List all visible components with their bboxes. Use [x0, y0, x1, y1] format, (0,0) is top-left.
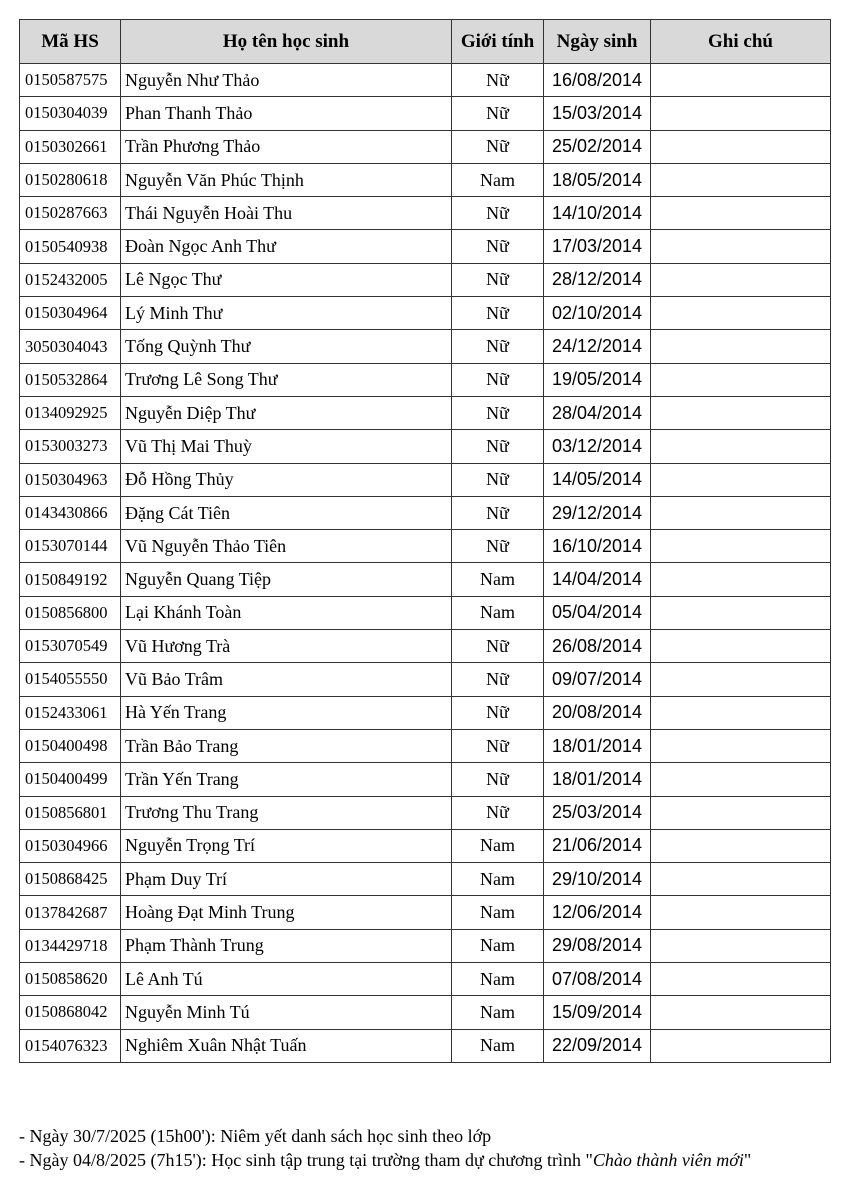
cell-note: [651, 163, 831, 196]
header-gender: Giới tính: [452, 20, 544, 64]
cell-student-name: Thái Nguyễn Hoài Thu: [121, 197, 452, 230]
cell-student-id: 0150400499: [20, 763, 121, 796]
cell-gender: Nữ: [452, 663, 544, 696]
cell-date-of-birth: 15/09/2014: [544, 996, 651, 1029]
table-row: [20, 130, 831, 163]
table-row: [20, 729, 831, 762]
cell-note: [651, 130, 831, 163]
table-row: [20, 796, 831, 829]
cell-student-name: Lê Ngọc Thư: [121, 263, 452, 296]
cell-student-name: Vũ Hương Trà: [121, 630, 452, 663]
cell-student-id: 0134429718: [20, 929, 121, 962]
table-row: [20, 363, 831, 396]
cell-date-of-birth: 05/04/2014: [544, 596, 651, 629]
note-line-2-event-name: Chào thành viên mới: [592, 1150, 744, 1170]
cell-student-id: 0152433061: [20, 696, 121, 729]
cell-date-of-birth: 14/04/2014: [544, 563, 651, 596]
cell-student-name: Trương Lê Song Thư: [121, 363, 452, 396]
cell-student-name: Trần Yến Trang: [121, 763, 452, 796]
cell-date-of-birth: 18/05/2014: [544, 163, 651, 196]
cell-date-of-birth: 17/03/2014: [544, 230, 651, 263]
cell-date-of-birth: 29/08/2014: [544, 929, 651, 962]
cell-note: [651, 696, 831, 729]
cell-note: [651, 396, 831, 429]
student-list-table-container: [19, 19, 830, 1063]
cell-student-id: 0150302661: [20, 130, 121, 163]
cell-date-of-birth: 21/06/2014: [544, 829, 651, 862]
table-row: [20, 197, 831, 230]
table-row: [20, 696, 831, 729]
cell-note: [651, 97, 831, 130]
table-row: [20, 996, 831, 1029]
cell-student-name: Nguyễn Quang Tiệp: [121, 563, 452, 596]
table-row: [20, 530, 831, 563]
cell-date-of-birth: 14/05/2014: [544, 463, 651, 496]
header-date-of-birth: Ngày sinh: [544, 20, 651, 64]
cell-student-id: 3050304043: [20, 330, 121, 363]
cell-gender: Nữ: [452, 463, 544, 496]
cell-gender: Nữ: [452, 297, 544, 330]
cell-gender: Nam: [452, 163, 544, 196]
cell-note: [651, 297, 831, 330]
cell-student-name: Trương Thu Trang: [121, 796, 452, 829]
table-row: [20, 64, 831, 97]
cell-student-id: 0150304963: [20, 463, 121, 496]
cell-date-of-birth: 09/07/2014: [544, 663, 651, 696]
cell-date-of-birth: 22/09/2014: [544, 1029, 651, 1062]
table-row: [20, 763, 831, 796]
cell-student-name: Nguyễn Văn Phúc Thịnh: [121, 163, 452, 196]
cell-student-name: Lê Anh Tú: [121, 963, 452, 996]
cell-date-of-birth: 28/12/2014: [544, 263, 651, 296]
table-row: [20, 263, 831, 296]
cell-gender: Nữ: [452, 64, 544, 97]
cell-student-id: 0150868425: [20, 863, 121, 896]
table-row: [20, 396, 831, 429]
cell-note: [651, 796, 831, 829]
cell-note: [651, 463, 831, 496]
table-row: [20, 1029, 831, 1062]
note-line-2: [19, 1148, 751, 1172]
cell-student-name: Đoàn Ngọc Anh Thư: [121, 230, 452, 263]
cell-student-name: Đặng Cát Tiên: [121, 496, 452, 529]
cell-student-name: Lại Khánh Toàn: [121, 596, 452, 629]
cell-note: [651, 430, 831, 463]
table-row: [20, 463, 831, 496]
cell-student-id: 0150587575: [20, 64, 121, 97]
cell-gender: Nữ: [452, 230, 544, 263]
table-header-row: [20, 20, 831, 64]
header-note: Ghi chú: [651, 20, 831, 64]
cell-student-id: 0143430866: [20, 496, 121, 529]
cell-student-name: Hoàng Đạt Minh Trung: [121, 896, 452, 929]
cell-gender: Nữ: [452, 263, 544, 296]
cell-student-id: 0150304039: [20, 97, 121, 130]
cell-gender: Nam: [452, 863, 544, 896]
cell-student-name: Vũ Nguyễn Thảo Tiên: [121, 530, 452, 563]
cell-student-name: Vũ Thị Mai Thuỳ: [121, 430, 452, 463]
cell-student-name: Tống Quỳnh Thư: [121, 330, 452, 363]
note-line-2-suffix: ": [743, 1150, 752, 1170]
table-row: [20, 330, 831, 363]
notes-section: [19, 1124, 751, 1172]
cell-student-name: Vũ Bảo Trâm: [121, 663, 452, 696]
cell-note: [651, 530, 831, 563]
cell-gender: Nữ: [452, 696, 544, 729]
cell-student-id: 0154076323: [20, 1029, 121, 1062]
cell-note: [651, 996, 831, 1029]
cell-student-id: 0154055550: [20, 663, 121, 696]
cell-student-id: 0150858620: [20, 963, 121, 996]
cell-student-id: 0153070549: [20, 630, 121, 663]
cell-student-id: 0153070144: [20, 530, 121, 563]
note-line-1: - Ngày 30/7/2025 (15h00'): Niêm yết danh sách học sinh theo lớp: [19, 1126, 492, 1146]
cell-date-of-birth: 02/10/2014: [544, 297, 651, 330]
cell-student-name: Trần Bảo Trang: [121, 729, 452, 762]
cell-gender: Nữ: [452, 630, 544, 663]
cell-student-name: Đỗ Hồng Thủy: [121, 463, 452, 496]
table-row: [20, 963, 831, 996]
cell-gender: Nam: [452, 563, 544, 596]
cell-note: [651, 729, 831, 762]
cell-gender: Nam: [452, 929, 544, 962]
cell-note: [651, 596, 831, 629]
cell-student-id: 0150304966: [20, 829, 121, 862]
cell-student-name: Nguyễn Trọng Trí: [121, 829, 452, 862]
cell-date-of-birth: 16/08/2014: [544, 64, 651, 97]
cell-gender: Nữ: [452, 530, 544, 563]
cell-note: [651, 663, 831, 696]
cell-date-of-birth: 25/03/2014: [544, 796, 651, 829]
cell-student-id: 0153003273: [20, 430, 121, 463]
cell-date-of-birth: 20/08/2014: [544, 696, 651, 729]
cell-student-name: Nguyễn Minh Tú: [121, 996, 452, 1029]
cell-date-of-birth: 03/12/2014: [544, 430, 651, 463]
cell-gender: Nam: [452, 596, 544, 629]
cell-gender: Nữ: [452, 197, 544, 230]
cell-date-of-birth: 19/05/2014: [544, 363, 651, 396]
cell-student-id: 0150540938: [20, 230, 121, 263]
cell-note: [651, 263, 831, 296]
student-list-table: [19, 19, 831, 1063]
table-row: [20, 230, 831, 263]
table-row: [20, 596, 831, 629]
cell-student-id: 0152432005: [20, 263, 121, 296]
cell-note: [651, 963, 831, 996]
cell-student-id: 0150280618: [20, 163, 121, 196]
cell-note: [651, 929, 831, 962]
cell-date-of-birth: 14/10/2014: [544, 197, 651, 230]
cell-note: [651, 1029, 831, 1062]
cell-note: [651, 763, 831, 796]
cell-note: [651, 197, 831, 230]
cell-date-of-birth: 24/12/2014: [544, 330, 651, 363]
cell-student-name: Hà Yến Trang: [121, 696, 452, 729]
cell-student-id: 0150304964: [20, 297, 121, 330]
cell-date-of-birth: 28/04/2014: [544, 396, 651, 429]
cell-student-id: 0137842687: [20, 896, 121, 929]
cell-date-of-birth: 15/03/2014: [544, 97, 651, 130]
cell-student-id: 0150856801: [20, 796, 121, 829]
table-row: [20, 297, 831, 330]
cell-note: [651, 829, 831, 862]
table-body: [20, 64, 831, 1063]
cell-date-of-birth: 07/08/2014: [544, 963, 651, 996]
cell-student-name: Nguyễn Như Thảo: [121, 64, 452, 97]
cell-gender: Nữ: [452, 496, 544, 529]
cell-note: [651, 330, 831, 363]
cell-gender: Nữ: [452, 796, 544, 829]
cell-student-name: Phạm Duy Trí: [121, 863, 452, 896]
cell-gender: Nữ: [452, 430, 544, 463]
cell-student-id: 0134092925: [20, 396, 121, 429]
cell-note: [651, 363, 831, 396]
table-row: [20, 563, 831, 596]
header-student-name: Họ tên học sinh: [121, 20, 452, 64]
cell-note: [651, 64, 831, 97]
cell-student-name: Phạm Thành Trung: [121, 929, 452, 962]
cell-student-id: 0150868042: [20, 996, 121, 1029]
cell-student-name: Phan Thanh Thảo: [121, 97, 452, 130]
cell-student-name: Trần Phương Thảo: [121, 130, 452, 163]
cell-gender: Nữ: [452, 97, 544, 130]
table-row: [20, 863, 831, 896]
cell-student-id: 0150400498: [20, 729, 121, 762]
cell-gender: Nam: [452, 1029, 544, 1062]
table-row: [20, 663, 831, 696]
table-row: [20, 630, 831, 663]
cell-date-of-birth: 18/01/2014: [544, 729, 651, 762]
cell-gender: Nữ: [452, 396, 544, 429]
cell-gender: Nam: [452, 963, 544, 996]
cell-note: [651, 896, 831, 929]
table-row: [20, 829, 831, 862]
note-line-2-prefix: - Ngày 04/8/2025 (7h15'): Học sinh tập trung tại trường tham dự chương trình ": [19, 1150, 593, 1170]
cell-date-of-birth: 16/10/2014: [544, 530, 651, 563]
cell-date-of-birth: 29/12/2014: [544, 496, 651, 529]
header-student-id: Mã HS: [20, 20, 121, 64]
cell-note: [651, 496, 831, 529]
cell-student-name: Nguyễn Diệp Thư: [121, 396, 452, 429]
table-row: [20, 163, 831, 196]
table-row: [20, 929, 831, 962]
cell-note: [651, 563, 831, 596]
cell-note: [651, 230, 831, 263]
cell-date-of-birth: 25/02/2014: [544, 130, 651, 163]
cell-student-id: 0150849192: [20, 563, 121, 596]
cell-date-of-birth: 26/08/2014: [544, 630, 651, 663]
table-row: [20, 97, 831, 130]
cell-student-name: Nghiêm Xuân Nhật Tuấn: [121, 1029, 452, 1062]
table-row: [20, 430, 831, 463]
table-row: [20, 896, 831, 929]
cell-gender: Nam: [452, 829, 544, 862]
cell-student-id: 0150856800: [20, 596, 121, 629]
cell-gender: Nữ: [452, 130, 544, 163]
cell-gender: Nữ: [452, 330, 544, 363]
cell-gender: Nữ: [452, 763, 544, 796]
cell-gender: Nữ: [452, 729, 544, 762]
table-row: [20, 496, 831, 529]
cell-date-of-birth: 18/01/2014: [544, 763, 651, 796]
cell-gender: Nam: [452, 996, 544, 1029]
cell-note: [651, 630, 831, 663]
cell-note: [651, 863, 831, 896]
cell-gender: Nam: [452, 896, 544, 929]
cell-student-name: Lý Minh Thư: [121, 297, 452, 330]
cell-gender: Nữ: [452, 363, 544, 396]
cell-date-of-birth: 12/06/2014: [544, 896, 651, 929]
cell-date-of-birth: 29/10/2014: [544, 863, 651, 896]
cell-student-id: 0150287663: [20, 197, 121, 230]
cell-student-id: 0150532864: [20, 363, 121, 396]
